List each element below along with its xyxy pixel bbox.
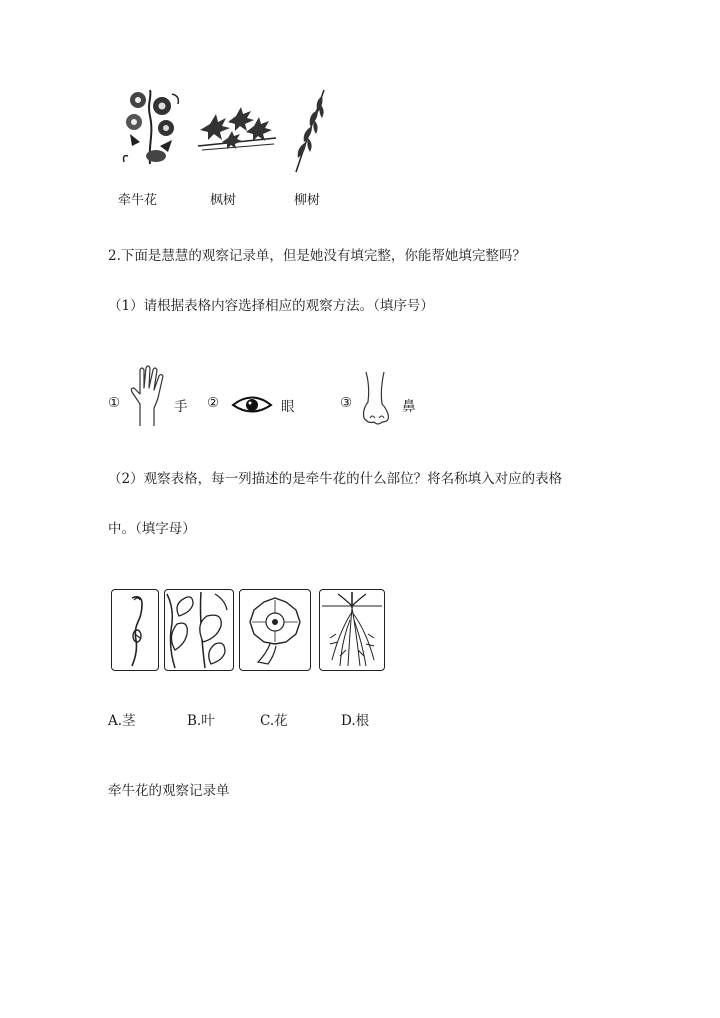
method-1-label: 手 [174, 399, 188, 415]
part-image-leaf [164, 589, 234, 671]
record-sheet-title: 牵牛花的观察记录单 [108, 783, 230, 799]
method-2-label: 眼 [281, 399, 295, 415]
method-1-image [128, 364, 166, 428]
method-1-number: ① [108, 395, 121, 411]
flower-icon [240, 590, 310, 670]
part-image-root [319, 589, 385, 671]
method-2-number: ② [207, 395, 220, 411]
part-image-flower [239, 589, 311, 671]
eye-icon [232, 396, 272, 414]
willow-icon [290, 88, 330, 176]
hand-icon [128, 364, 166, 428]
stem-icon [112, 590, 158, 670]
caption-maple: 枫树 [210, 193, 237, 208]
leaf-icon [165, 590, 233, 670]
caption-morning-glory: 牵牛花 [118, 193, 158, 208]
root-icon [320, 590, 384, 670]
part-image-stem [111, 589, 159, 671]
method-2-image [232, 396, 272, 414]
caption-willow: 柳树 [294, 193, 321, 208]
nose-icon [360, 370, 392, 428]
option-d: D.根 [341, 713, 370, 729]
option-c: C.花 [260, 713, 288, 729]
method-3-label: 鼻 [402, 399, 416, 415]
morning-glory-figure [110, 86, 190, 166]
method-3-number: ③ [340, 395, 353, 411]
willow-figure [290, 88, 330, 176]
maple-icon [196, 100, 280, 162]
method-3-image [360, 370, 392, 428]
question-2-prompt: 2.下面是慧慧的观察记录单，但是她没有填完整，你能帮她填完整吗？ [108, 248, 526, 264]
part-2-instruction-line-2: 中。（填字母） [108, 521, 196, 537]
part-1-instruction: （1）请根据表格内容选择相应的观察方法。（填序号） [108, 298, 434, 314]
option-b: B.叶 [187, 713, 215, 729]
part-2-instruction-line-1: （2）观察表格，每一列描述的是牵牛花的什么部位？将名称填入对应的表格 [108, 471, 563, 487]
morning-glory-icon [110, 86, 190, 166]
maple-figure [196, 100, 280, 162]
option-a: A.茎 [108, 713, 136, 729]
